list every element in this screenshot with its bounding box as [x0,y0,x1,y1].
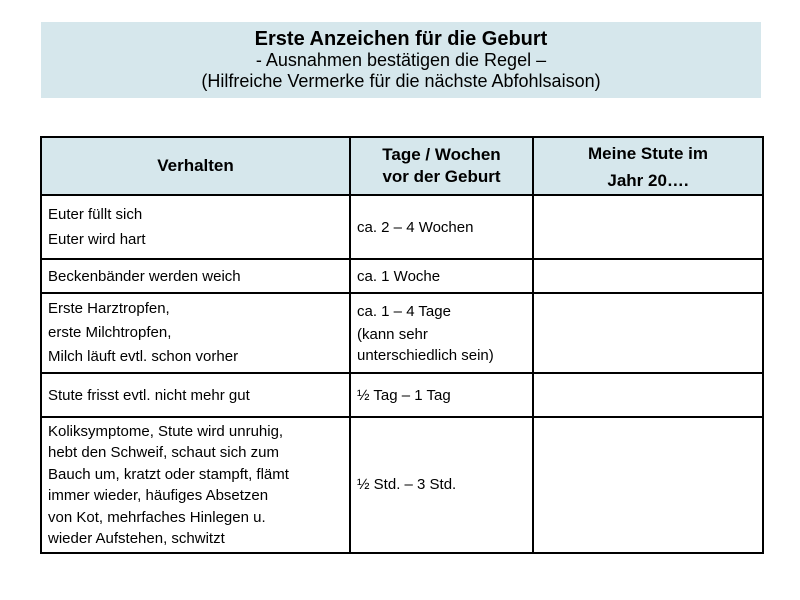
table-row [41,293,763,373]
behavior-cell [41,195,350,259]
table-row [41,373,763,417]
behavior-line: Euter füllt sich [48,206,143,223]
note-cell[interactable] [533,417,763,553]
behavior-line: Bauch um, kratzt oder stampft, flämt [48,465,289,483]
header-behavior: Verhalten [41,137,350,195]
subtitle-line-1: - Ausnahmen bestätigen die Regel – [255,50,547,70]
behavior-line: Koliksymptome, Stute wird unruhig, [48,422,284,440]
header-days-weeks [350,137,533,195]
time-cell [350,293,533,373]
behavior-line: immer wieder, häufiges Absetzen [48,487,269,504]
header-my-mare-line-2: Jahr 20…. [607,171,689,190]
time-cell [350,259,533,293]
note-cell[interactable] [533,259,763,293]
subtitle-line-2: (Hilfreiche Vermerke für die nächste Abfohlsaison) [201,71,601,91]
time-line: unterschiedlich sein) [357,347,494,364]
time-cell [350,195,533,259]
behavior-line: von Kot, mehrfaches Hinlegen u. [48,508,266,526]
time-line: ca. 1 Woche [357,267,441,285]
time-line: ½ Std. – 3 Std. [357,476,457,494]
title-banner [41,22,761,98]
behavior-cell [41,373,350,417]
time-cell [350,373,533,417]
behavior-cell [41,417,350,553]
behavior-line: wieder Aufstehen, schwitzt [48,530,225,547]
page-title: Erste Anzeichen für die Geburt [254,28,548,50]
behavior-line: erste Milchtropfen, [48,324,172,341]
behavior-cell [41,293,350,373]
behavior-line: hebt den Schweif, schaut sich zum [48,444,279,461]
note-cell[interactable] [533,195,763,259]
header-my-mare [533,137,763,195]
table-header-row [41,137,763,195]
time-line: (kann sehr [357,326,428,343]
behavior-line: Beckenbänder werden weich [48,267,241,285]
behavior-cell [41,259,350,293]
behavior-line: Milch läuft evtl. schon vorher [48,348,239,365]
behavior-line: Stute frisst evtl. nicht mehr gut [48,386,250,404]
header-days-weeks-line-2: vor der Geburt [382,167,501,186]
table-row [41,417,763,553]
note-cell[interactable] [533,373,763,417]
header-days-weeks-line-1: Tage / Wochen [382,145,501,164]
table-row [41,195,763,259]
table-row [41,259,763,293]
time-line: ½ Tag – 1 Tag [357,386,451,404]
birth-signs-table [40,136,764,554]
behavior-line: Euter wird hart [48,231,146,248]
note-cell[interactable] [533,293,763,373]
time-line: ca. 1 – 4 Tage [357,303,451,320]
time-cell [350,417,533,553]
time-line: ca. 2 – 4 Wochen [357,218,474,236]
behavior-line: Erste Harztropfen, [48,300,170,317]
header-my-mare-line-1: Meine Stute im [588,144,708,163]
